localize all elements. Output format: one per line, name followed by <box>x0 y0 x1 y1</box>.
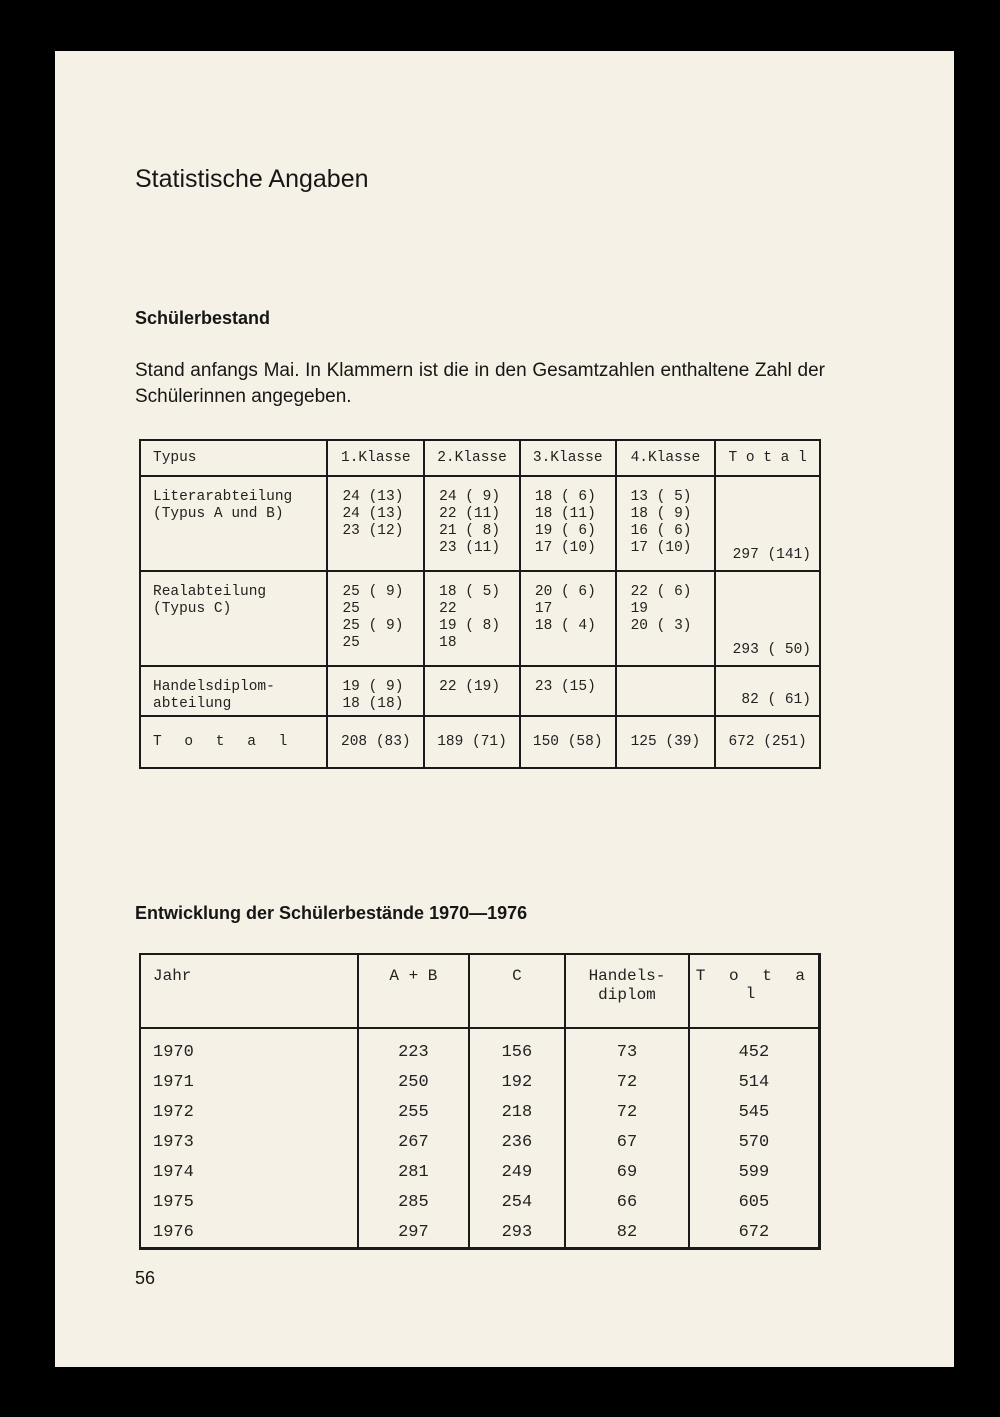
table-cell <box>616 666 716 716</box>
column-header: 3.Klasse <box>520 440 616 476</box>
table-row <box>140 571 820 666</box>
table-cell: 218 <box>469 1097 565 1127</box>
column-header: A + B <box>358 954 469 1028</box>
page-number: 56 <box>135 1268 156 1288</box>
table-cell: 236 <box>469 1127 565 1157</box>
table-cell: 82 <box>565 1217 689 1249</box>
table-cell: 125 (39) <box>616 716 716 768</box>
year-cell: 1975 <box>140 1187 358 1217</box>
table-cell: 672 <box>689 1217 820 1249</box>
table-row <box>140 476 820 571</box>
table-cell: 267 <box>358 1127 469 1157</box>
year-cell: 1974 <box>140 1157 358 1187</box>
table-cell: 150 (58) <box>520 716 616 768</box>
table-cell: 281 <box>358 1157 469 1187</box>
table-cell: 599 <box>689 1157 820 1187</box>
table-cell: 293 <box>469 1217 565 1249</box>
table-cell: 20 ( 6) 17 18 ( 4) <box>520 571 616 666</box>
table-cell: 285 <box>358 1187 469 1217</box>
year-cell: 1971 <box>140 1067 358 1097</box>
table-row <box>140 1187 820 1217</box>
row-label: Realabteilung (Typus C) <box>140 571 327 666</box>
table-cell-total: 297 (141) <box>715 476 820 571</box>
table-cell: 73 <box>565 1028 689 1067</box>
table-row <box>140 1097 820 1127</box>
document-page <box>55 51 954 1367</box>
row-label: Literarabteilung (Typus A und B) <box>140 476 327 571</box>
table-cell: 23 (15) <box>520 666 616 716</box>
table-cell: 189 (71) <box>424 716 520 768</box>
column-header: 4.Klasse <box>616 440 716 476</box>
column-header: C <box>469 954 565 1028</box>
table-cell: 223 <box>358 1028 469 1067</box>
table-cell: 605 <box>689 1187 820 1217</box>
column-header: Typus <box>140 440 327 476</box>
schuelerbestand-table <box>139 439 821 769</box>
table-cell-total: 672 (251) <box>715 716 820 768</box>
table-cell: 249 <box>469 1157 565 1187</box>
table-cell: 69 <box>565 1157 689 1187</box>
table-cell: 514 <box>689 1067 820 1097</box>
section-heading-entwicklung: Entwicklung der Schülerbestände 1970—1976 <box>135 903 528 923</box>
table-cell: 18 ( 6) 18 (11) 19 ( 6) 17 (10) <box>520 476 616 571</box>
table-cell: 72 <box>565 1097 689 1127</box>
table-cell: 254 <box>469 1187 565 1217</box>
page-title: Statistische Angaben <box>135 165 369 193</box>
table-cell: 18 ( 5) 22 19 ( 8) 18 <box>424 571 520 666</box>
table-row <box>140 1157 820 1187</box>
row-label: T o t a l <box>140 716 327 768</box>
table-cell: 545 <box>689 1097 820 1127</box>
table-cell: 24 ( 9) 22 (11) 21 ( 8) 23 (11) <box>424 476 520 571</box>
table-header-row <box>140 440 820 476</box>
table-cell: 72 <box>565 1067 689 1097</box>
table-cell: 25 ( 9) 25 25 ( 9) 25 <box>327 571 424 666</box>
totals-row <box>140 716 820 768</box>
table-row <box>140 1127 820 1157</box>
table-cell: 208 (83) <box>327 716 424 768</box>
table-row <box>140 666 820 716</box>
column-header: 1.Klasse <box>327 440 424 476</box>
year-cell: 1976 <box>140 1217 358 1249</box>
column-header: Handels- diplom <box>565 954 689 1028</box>
table-row <box>140 1028 820 1067</box>
table-row <box>140 1067 820 1097</box>
row-label: Handelsdiplom- abteilung <box>140 666 327 716</box>
table-cell: 570 <box>689 1127 820 1157</box>
year-cell: 1970 <box>140 1028 358 1067</box>
year-cell: 1972 <box>140 1097 358 1127</box>
table-row <box>140 1217 820 1249</box>
year-cell: 1973 <box>140 1127 358 1157</box>
table-cell: 24 (13) 24 (13) 23 (12) <box>327 476 424 571</box>
table-body <box>140 1028 820 1249</box>
column-header: T o t a l <box>689 954 820 1028</box>
table-cell: 13 ( 5) 18 ( 9) 16 ( 6) 17 (10) <box>616 476 716 571</box>
table-header-row <box>140 954 820 1028</box>
table-cell-total: 82 ( 61) <box>715 666 820 716</box>
table-cell: 255 <box>358 1097 469 1127</box>
table-cell: 192 <box>469 1067 565 1097</box>
table-cell: 67 <box>565 1127 689 1157</box>
entwicklung-table <box>139 953 821 1250</box>
intro-paragraph: Stand anfangs Mai. In Klammern ist die in den Gesamtzahlen enthaltene Zahl der Schülerinnen angegeben. <box>135 360 825 407</box>
column-header: Jahr <box>140 954 358 1028</box>
table-cell: 66 <box>565 1187 689 1217</box>
table-cell: 297 <box>358 1217 469 1249</box>
table-cell: 250 <box>358 1067 469 1097</box>
table-cell-total: 293 ( 50) <box>715 571 820 666</box>
table-cell: 452 <box>689 1028 820 1067</box>
table-cell: 19 ( 9) 18 (18) <box>327 666 424 716</box>
table-cell: 156 <box>469 1028 565 1067</box>
table-cell: 22 ( 6) 19 20 ( 3) <box>616 571 716 666</box>
column-header: T o t a l <box>715 440 820 476</box>
column-header: 2.Klasse <box>424 440 520 476</box>
table-cell: 22 (19) <box>424 666 520 716</box>
section-heading-schuelerbestand: Schülerbestand <box>135 308 271 328</box>
